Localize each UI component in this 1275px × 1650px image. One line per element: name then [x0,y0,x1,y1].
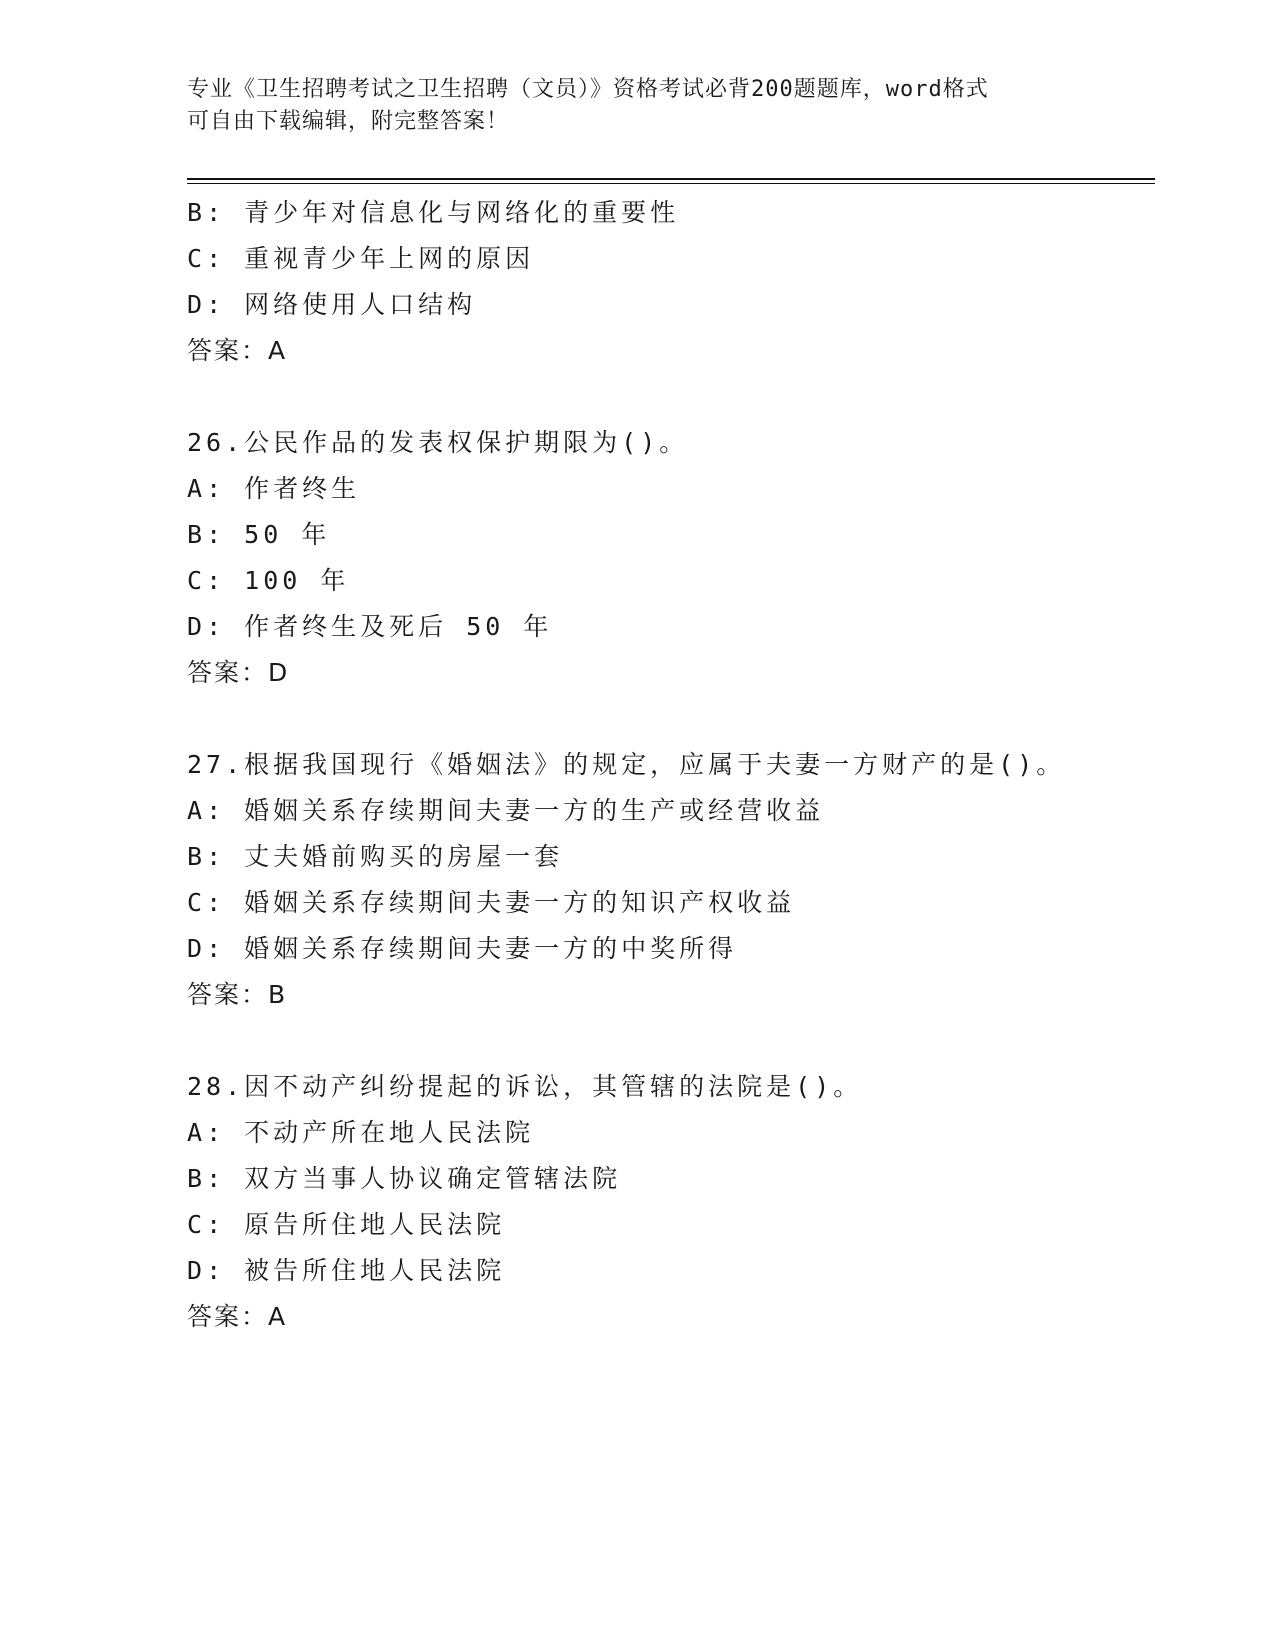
question-block-26 [187,420,1155,696]
option-b: B: 青少年对信息化与网络化的重要性 [187,198,680,227]
document-header [187,74,1087,138]
answer-value: A [268,1302,288,1331]
answer-value: A [268,336,288,365]
answer-line: 答案：A [187,336,288,365]
option-d: D: 作者终生及死后 50 年 [187,612,553,641]
option-c: C: 原告所住地人民法院 [187,1210,506,1239]
question-block-28 [187,1064,1155,1340]
option-d: D: 网络使用人口结构 [187,290,477,319]
question-stem: 28.因不动产纠纷提起的诉讼，其管辖的法院是()。 [187,1072,863,1101]
question-list [187,190,1155,1340]
header-divider-thick [187,178,1155,180]
header-line-1: 专业《卫生招聘考试之卫生招聘（文员）》资格考试必背200题题库，word格式 [187,77,989,102]
answer-line: 答案：A [187,1302,288,1331]
header-divider-thin [187,183,1155,184]
answer-value: B [268,980,288,1009]
answer-line: 答案：B [187,980,288,1009]
option-c: C: 婚姻关系存续期间夫妻一方的知识产权收益 [187,888,796,917]
question-stem: 27.根据我国现行《婚姻法》的规定，应属于夫妻一方财产的是()。 [187,750,1066,779]
question-stem: 26.公民作品的发表权保护期限为()。 [187,428,689,457]
option-c: C: 100 年 [187,566,350,595]
option-b: B: 双方当事人协议确定管辖法院 [187,1164,622,1193]
answer-value: D [268,658,290,687]
option-a: A: 不动产所在地人民法院 [187,1118,535,1147]
option-b: B: 50 年 [187,520,331,549]
option-a: A: 婚姻关系存续期间夫妻一方的生产或经营收益 [187,796,825,825]
option-b: B: 丈夫婚前购买的房屋一套 [187,842,564,871]
question-block-27 [187,742,1155,1018]
option-a: A: 作者终生 [187,474,361,503]
question-block-prev [187,190,1155,374]
option-d: D: 被告所住地人民法院 [187,1256,506,1285]
option-c: C: 重视青少年上网的原因 [187,244,535,273]
answer-line: 答案：D [187,658,290,687]
header-line-2: 可自由下载编辑，附完整答案！ [187,109,510,134]
option-d: D: 婚姻关系存续期间夫妻一方的中奖所得 [187,934,738,963]
